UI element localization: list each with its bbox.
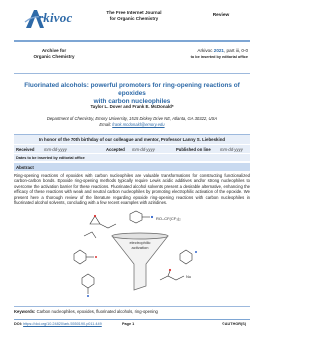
header-rule-bottom (14, 73, 250, 74)
epoxide-structure-icon (84, 215, 116, 238)
archive-label (22, 48, 86, 60)
editorial-note: to be inserted by editorial office (190, 55, 248, 59)
article-type: Review (212, 13, 230, 18)
citation-year: 2021 (213, 48, 224, 53)
published-label: Published on line (176, 146, 211, 152)
published-value: mm-dd-yyyy (220, 146, 243, 152)
dates-note: Dates to be inserted by editorial office (14, 154, 250, 161)
molecule-left-icon (74, 250, 97, 264)
abstract-heading: Abstract (14, 163, 250, 171)
dates-row (14, 145, 250, 153)
solvent-label: RO–CF(CF₃)₂ (156, 216, 181, 221)
copyright: ©AUTHOR(S) (222, 322, 247, 326)
affiliation: Department of Chemistry, Emory University, 1515 Dickey Drive NE, Atlanta, GA 30322, USA (46, 116, 218, 121)
email-link[interactable]: frank.mcdonald@emory.edu (112, 121, 165, 127)
doi-label: DOI: (14, 322, 23, 326)
molecule-bottom-icon (82, 274, 94, 297)
logo-text: rkivoc (38, 10, 73, 25)
article-title (14, 82, 250, 107)
journal-line-1: The Free Internet Journal (106, 10, 162, 15)
keywords (14, 306, 250, 314)
email-line (14, 122, 250, 128)
title-line-2: with carbon nucleophiles (93, 98, 171, 106)
title-line-1: Fluorinated alcohols: powerful promoters for ring-opening reactions of epoxides (24, 82, 240, 98)
page-number: Page 1 (122, 322, 135, 326)
accepted-value: mm-dd-yyyy (132, 146, 155, 152)
footer-rule (14, 319, 250, 320)
email-label: Email: (99, 121, 112, 127)
archive-line-2: Organic Chemistry (33, 54, 75, 59)
graphical-abstract (60, 210, 210, 302)
journal-line-2: for Organic Chemistry (109, 16, 159, 21)
product-structure-icon (160, 269, 184, 280)
journal-name (96, 10, 172, 22)
keywords-text: Carbon nucleophiles, epoxides, fluorinated alcohols, ring-opening (36, 309, 158, 314)
abstract-body: Ring-opening reactions of epoxides with carbon nucleophiles are valuable transformations for constructing functionalized carbon-carbon bonds. Epoxide ring-opening methods typically require Lewis acidic additives and/or strong nucleophiles to overcome the activation barrier for these reactions. Fluorinated alcohol solvents present a desirable alternative, enhancing the efficacy of these reactions with weak and neutral carbon nucleophiles by promoting electrophilic activation of the epoxide. We present here a thorough review of the literature regarding epoxide ring-opening reactions with carbon nucleophiles in fluorinated alcohol solvents, concluding with a few recent examples with aziridines. (14, 173, 250, 206)
arkivoc-logo (14, 8, 72, 32)
doi (14, 322, 102, 326)
header-rule (14, 40, 250, 42)
received-label: Received (16, 146, 35, 152)
honor-text: In honor of the 70th birthday of our colleague and mentor, Professor Lanny S. Liebeskind (38, 137, 226, 142)
citation-block (164, 48, 248, 60)
doi-link[interactable]: https://doi.org/10.24820/ark.5550190.p011.449 (23, 322, 102, 326)
molecule-right-icon (180, 250, 197, 264)
keywords-label: Keywords: (14, 309, 36, 314)
received-value: mm-dd-yyyy (44, 146, 67, 152)
citation-prefix: Arkivoc (197, 48, 213, 53)
citation-suffix: , part iii, 0-0 (224, 48, 248, 53)
product-label: Nu (186, 274, 192, 279)
nucleophile-structure-icon (130, 211, 153, 223)
archive-line-1: Archive for (41, 48, 67, 53)
accepted-label: Accepted (106, 146, 125, 152)
funnel-label-2: activation (131, 245, 149, 250)
honor-box (14, 134, 250, 144)
affiliation-block (14, 116, 250, 127)
funnel-label-1: electrophilic (129, 240, 151, 245)
authors: Taylor L. Dover and Frank E. McDonald* (90, 104, 174, 109)
